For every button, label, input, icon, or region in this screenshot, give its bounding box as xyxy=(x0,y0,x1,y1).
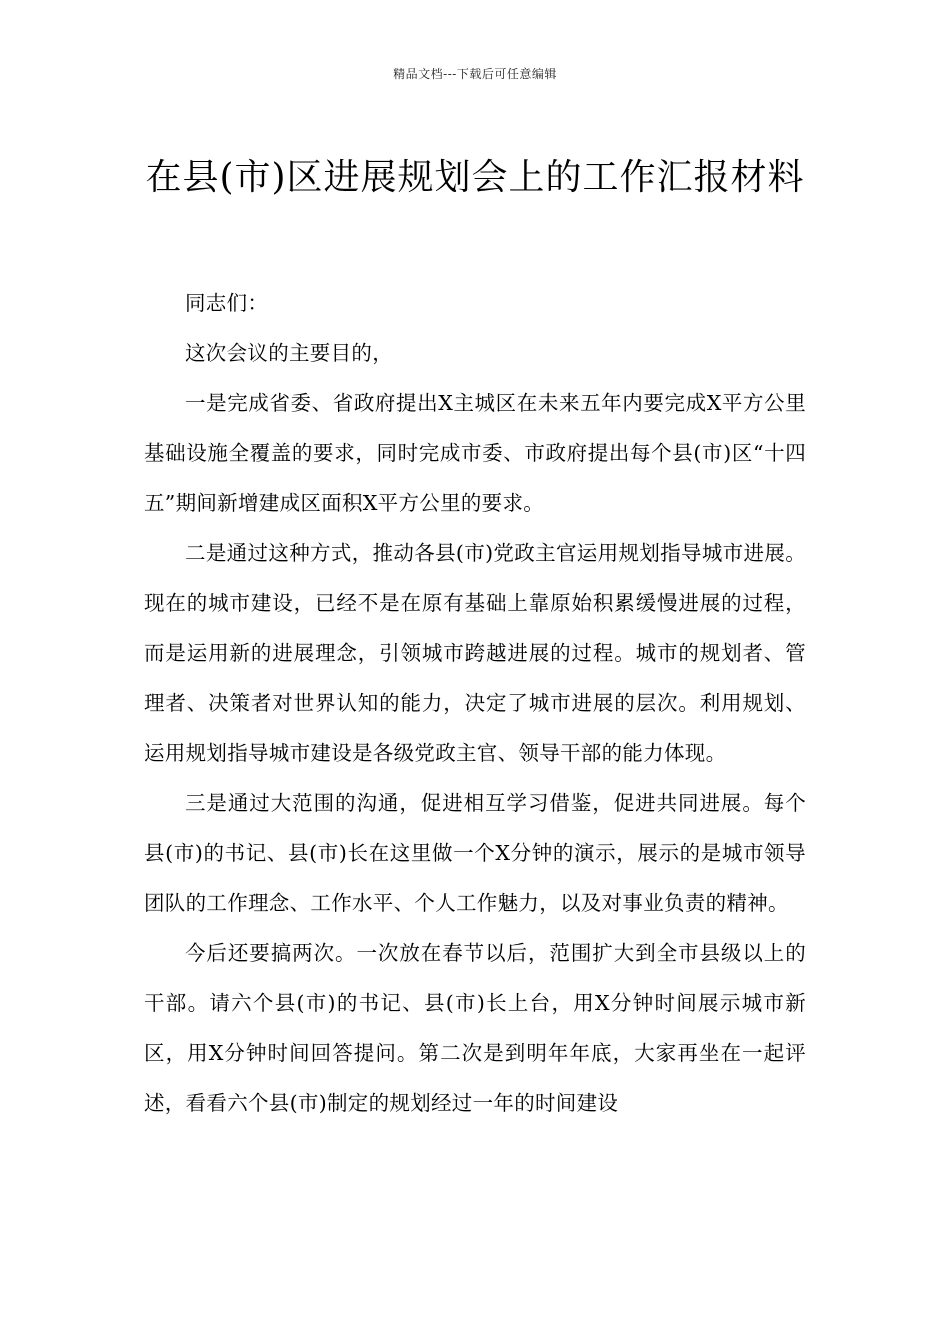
document-title: 在县(市)区进展规划会上的工作汇报材料 xyxy=(145,157,805,199)
paragraph-point-three: 三是通过大范围的沟通，促进相互学习借鉴，促进共同进展。每个县(市)的书记、县(市)长在这里做一个X分钟的演示，展示的是城市领导团队的工作理念、工作水平、个人工作魅力，以及对事业负责的精神。 xyxy=(144,791,806,915)
paragraph-point-one: 一是完成省委、省政府提出X主城区在未来五年内要完成X平方公里基础设施全覆盖的要求，同时完成市委、市政府提出每个县(市)区“十四五”期间新增建成区面积X平方公里的要求。 xyxy=(144,391,806,515)
paragraph-purpose-intro: 这次会议的主要目的， xyxy=(185,341,393,365)
header-note: 精品文档---下载后可任意编辑 xyxy=(393,67,557,81)
paragraph-point-two: 二是通过这种方式，推动各县(市)党政主官运用规划指导城市进展。现在的城市建设，已经不是在原有基础上靠原始积累缓慢进展的过程，而是运用新的进展理念，引领城市跨越进展的过程。城市的规划者、管理者、决策者对世界认知的能力，决定了城市进展的层次。利用规划、运用规划指导城市建设是各级党政主官、领导干部的能力体现。 xyxy=(144,541,806,765)
paragraph-future-plans: 今后还要搞两次。一次放在春节以后，范围扩大到全市县级以上的干部。请六个县(市)的书记、县(市)长上台，用X分钟时间展示城市新区，用X分钟时间回答提问。第二次是到明年年底，大家再坐在一起评述，看看六个县(市)制定的规划经过一年的时间建设 xyxy=(144,941,806,1115)
paragraph-salutation: 同志们： xyxy=(185,291,269,315)
document-body xyxy=(144,278,806,1128)
